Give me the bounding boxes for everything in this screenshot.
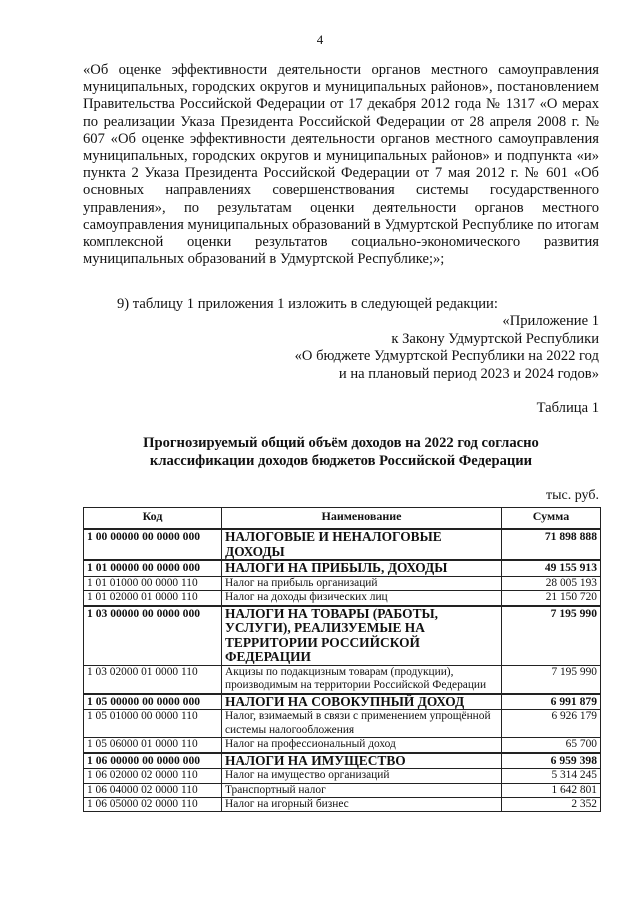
page-number: 4 bbox=[316, 32, 324, 47]
cell-code: 1 01 01000 00 0000 110 bbox=[84, 576, 222, 590]
cell-code: 1 06 04000 02 0000 110 bbox=[84, 783, 222, 797]
cell-name: Акцизы по подакцизным товарам (продукции), производимым на территории Российской Федерации bbox=[222, 665, 502, 693]
cell-amount: 65 700 bbox=[502, 738, 601, 753]
cell-code: 1 06 00000 00 0000 000 bbox=[84, 753, 222, 769]
item-paragraph: 9) таблицу 1 приложения 1 изложить в следующей редакции: bbox=[117, 296, 498, 312]
table-label: Таблица 1 bbox=[536, 400, 599, 416]
table-row bbox=[84, 798, 601, 812]
cell-code: 1 01 00000 00 0000 000 bbox=[84, 560, 222, 576]
table-row bbox=[84, 576, 601, 590]
cell-name: Налог на имущество организаций bbox=[222, 769, 502, 783]
table-body bbox=[84, 529, 601, 812]
cell-name: Налог на доходы физических лиц bbox=[222, 591, 502, 606]
cell-amount: 71 898 888 bbox=[502, 529, 601, 560]
table-title-line: Прогнозируемый общий объём доходов на 2022 год согласно bbox=[143, 435, 539, 451]
cell-code: 1 05 06000 01 0000 110 bbox=[84, 738, 222, 753]
table-title-line: классификации доходов бюджетов Российской Федерации bbox=[149, 453, 533, 469]
cell-name: Налог на профессиональный доход bbox=[222, 738, 502, 753]
cell-name: НАЛОГИ НА ИМУЩЕСТВО bbox=[222, 753, 502, 769]
cell-name: Налог на игорный бизнес bbox=[222, 798, 502, 812]
table-row bbox=[84, 606, 601, 666]
table-row bbox=[84, 783, 601, 797]
table-row bbox=[84, 591, 601, 606]
appendix-line: «О бюджете Удмуртской Республики на 2022 год bbox=[294, 348, 599, 365]
table-row bbox=[84, 710, 601, 738]
table-header-row bbox=[84, 508, 601, 530]
appendix-line: и на плановый период 2023 и 2024 годов» bbox=[338, 365, 599, 382]
cell-amount: 7 195 990 bbox=[502, 665, 601, 693]
appendix-line: «Приложение 1 bbox=[502, 313, 599, 329]
cell-amount: 6 926 179 bbox=[502, 710, 601, 738]
cell-code: 1 06 02000 02 0000 110 bbox=[84, 769, 222, 783]
cell-amount: 49 155 913 bbox=[502, 560, 601, 576]
unit-label: тыс. руб. bbox=[546, 488, 599, 503]
cell-amount: 6 959 398 bbox=[502, 753, 601, 769]
cell-code: 1 00 00000 00 0000 000 bbox=[84, 529, 222, 560]
cell-code: 1 06 05000 02 0000 110 bbox=[84, 798, 222, 812]
cell-amount: 2 352 bbox=[502, 798, 601, 812]
cell-name: НАЛОГИ НА ПРИБЫЛЬ, ДОХОДЫ bbox=[222, 560, 502, 576]
cell-amount: 21 150 720 bbox=[502, 591, 601, 606]
table-row bbox=[84, 769, 601, 783]
cell-name: Налог, взимаемый в связи с применением упрощённой системы налогообложения bbox=[222, 710, 502, 738]
cell-name: НАЛОГИ НА СОВОКУПНЫЙ ДОХОД bbox=[222, 694, 502, 710]
cell-name: Налог на прибыль организаций bbox=[222, 576, 502, 590]
cell-amount: 28 005 193 bbox=[502, 576, 601, 590]
body-paragraph: «Об оценке эффективности деятельности органов местного самоуправления муниципальных, городских округов и муниципальных районов», постановлением Правительства Российской Федерации от 17 декабря 2012 года № 1317 «О мерах по реализации Указа Президента Российской Федерации от 28 апреля 2008 г. № 607 «Об оценке эффективности деятельности органов местного самоуправления муниципальных, городских округов и муниципальных районов» и подпункта «и» пункта 2 Указа Президента Российской Федерации от 7 мая 2012 г. № 601 «Об основных направлениях совершенствования системы государственного управления», по результатам оценки деятельности органов местного самоуправления муниципальных образований в Удмуртской Республике по итогам комплексной оценки результатов социально-экономического развития муниципальных образований в Удмуртской Республике;»; bbox=[83, 62, 599, 268]
cell-amount: 7 195 990 bbox=[502, 606, 601, 666]
cell-code: 1 01 02000 01 0000 110 bbox=[84, 591, 222, 606]
header-amount: Сумма bbox=[502, 508, 601, 530]
appendix-heading bbox=[239, 313, 599, 383]
appendix-line: к Закону Удмуртской Республики bbox=[391, 330, 599, 347]
table-title bbox=[83, 434, 599, 470]
cell-code: 1 03 00000 00 0000 000 bbox=[84, 606, 222, 666]
cell-amount: 5 314 245 bbox=[502, 769, 601, 783]
table-row bbox=[84, 665, 601, 693]
cell-code: 1 03 02000 01 0000 110 bbox=[84, 665, 222, 693]
cell-code: 1 05 00000 00 0000 000 bbox=[84, 694, 222, 710]
table-row bbox=[84, 560, 601, 576]
table-row bbox=[84, 694, 601, 710]
revenue-table bbox=[83, 507, 601, 812]
cell-name: Транспортный налог bbox=[222, 783, 502, 797]
cell-amount: 6 991 879 bbox=[502, 694, 601, 710]
cell-amount: 1 642 801 bbox=[502, 783, 601, 797]
table-row bbox=[84, 753, 601, 769]
cell-name: НАЛОГИ НА ТОВАРЫ (РАБОТЫ, УСЛУГИ), РЕАЛИЗУЕМЫЕ НА ТЕРРИТОРИИ РОССИЙСКОЙ ФЕДЕРАЦИИ bbox=[222, 606, 502, 666]
table-row bbox=[84, 738, 601, 753]
header-code: Код bbox=[84, 508, 222, 530]
cell-code: 1 05 01000 00 0000 110 bbox=[84, 710, 222, 738]
header-name: Наименование bbox=[222, 508, 502, 530]
table-row bbox=[84, 529, 601, 560]
cell-name: НАЛОГОВЫЕ И НЕНАЛОГОВЫЕ ДОХОДЫ bbox=[222, 529, 502, 560]
